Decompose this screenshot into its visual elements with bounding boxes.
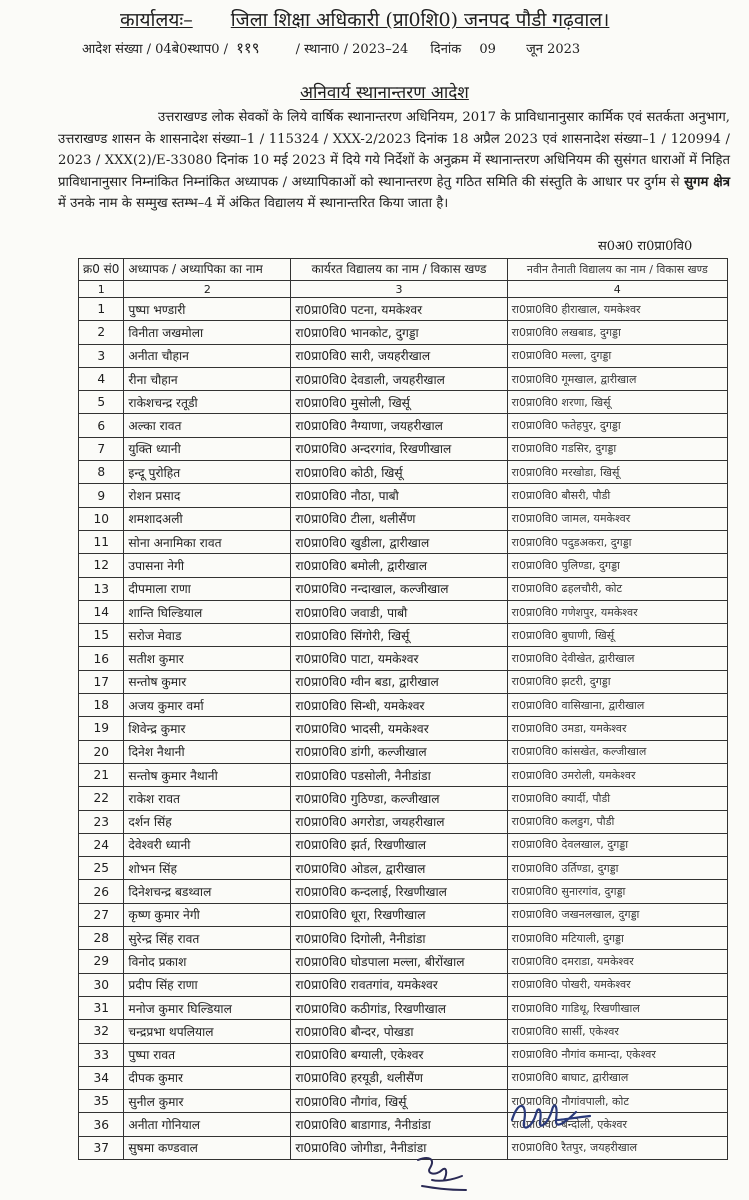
column-number-row — [79, 281, 728, 298]
row-current-school: रा0प्रा0वि0 दिगोली, नैनीडांडा — [291, 927, 507, 950]
row-current-school: रा0प्रा0वि0 अगरोडा, जयहरीखाल — [291, 810, 507, 833]
table-row — [79, 763, 728, 786]
paragraph-tail: में उनके नाम के सम्मुख स्तम्भ–4 में अंकित विद्यालय में स्थानान्तरित किया जाता है। — [58, 196, 449, 211]
row-serial: 3 — [79, 344, 124, 367]
transfer-table — [78, 258, 728, 1160]
row-serial: 22 — [79, 787, 124, 810]
row-new-school: रा0प्रा0वि0 शरणा, खिर्सू — [507, 391, 727, 414]
row-current-school: रा0प्रा0वि0 ग्वीन बडा, द्वारीखाल — [291, 670, 507, 693]
row-new-school: रा0प्रा0वि0 पोखरी, यमकेश्वर — [507, 973, 727, 996]
row-teacher-name: उपासना नेगी — [124, 554, 291, 577]
row-serial: 33 — [79, 1043, 124, 1066]
row-current-school: रा0प्रा0वि0 झर्त, रिखणीखाल — [291, 833, 507, 856]
row-serial: 23 — [79, 810, 124, 833]
row-serial: 19 — [79, 717, 124, 740]
row-new-school: रा0प्रा0वि0 वासिखाना, द्वारीखाल — [507, 694, 727, 717]
row-serial: 8 — [79, 461, 124, 484]
row-serial: 12 — [79, 554, 124, 577]
table-row — [79, 321, 728, 344]
table-row — [79, 414, 728, 437]
table-row — [79, 903, 728, 926]
row-current-school: रा0प्रा0वि0 टीला, थलीसैंण — [291, 507, 507, 530]
table-row — [79, 787, 728, 810]
row-new-school: रा0प्रा0वि0 मटियाली, दुगड्डा — [507, 927, 727, 950]
table-row — [79, 880, 728, 903]
table-header-row — [79, 259, 728, 281]
row-new-school: रा0प्रा0वि0 बौसरी, पौडी — [507, 484, 727, 507]
row-new-school: रा0प्रा0वि0 जामल, यमकेश्वर — [507, 507, 727, 530]
row-new-school: रा0प्रा0वि0 नौगांवपाली, कोट — [507, 1090, 727, 1113]
row-current-school: रा0प्रा0वि0 अन्दरगांव, रिखणीखाल — [291, 437, 507, 460]
table-row — [79, 1020, 728, 1043]
row-teacher-name: रीना चौहान — [124, 367, 291, 390]
row-current-school: रा0प्रा0वि0 सिन्धी, यमकेश्वर — [291, 694, 507, 717]
row-teacher-name: राकेशचन्द्र रतूडी — [124, 391, 291, 414]
row-teacher-name: दीपमाला राणा — [124, 577, 291, 600]
row-teacher-name: दीपक कुमार — [124, 1066, 291, 1089]
row-serial: 29 — [79, 950, 124, 973]
row-teacher-name: युक्ति ध्यानी — [124, 437, 291, 460]
row-new-school: रा0प्रा0वि0 ढहलचौरी, कोट — [507, 577, 727, 600]
row-new-school: रा0प्रा0वि0 देवीखेत, द्वारीखाल — [507, 647, 727, 670]
row-current-school: रा0प्रा0वि0 धूरा, रिखणीखाल — [291, 903, 507, 926]
row-teacher-name: विनीता जखमोला — [124, 321, 291, 344]
table-row — [79, 857, 728, 880]
row-serial: 32 — [79, 1020, 124, 1043]
row-current-school: रा0प्रा0वि0 मुसोली, खिर्सू — [291, 391, 507, 414]
table-row — [79, 484, 728, 507]
table-row — [79, 950, 728, 973]
order-reference-line — [82, 38, 580, 58]
row-serial: 14 — [79, 600, 124, 623]
table-row — [79, 1090, 728, 1113]
table-row — [79, 1043, 728, 1066]
cadre-tag: स0अ0 रा0प्रा0वि0 — [598, 239, 693, 254]
table-row — [79, 437, 728, 460]
row-serial: 15 — [79, 624, 124, 647]
column-number: 4 — [507, 281, 727, 298]
row-teacher-name: मनोज कुमार घिल्डियाल — [124, 996, 291, 1019]
row-teacher-name: राकेश रावत — [124, 787, 291, 810]
row-current-school: रा0प्रा0वि0 कोठी, खिर्सू — [291, 461, 507, 484]
row-new-school: रा0प्रा0वि0 पुलिण्डा, दुगड्डा — [507, 554, 727, 577]
table-row — [79, 694, 728, 717]
row-current-school: रा0प्रा0वि0 कन्दलाई, रिखणीखाल — [291, 880, 507, 903]
row-serial: 6 — [79, 414, 124, 437]
row-teacher-name: शमशादअली — [124, 507, 291, 530]
table-row — [79, 344, 728, 367]
row-serial: 21 — [79, 763, 124, 786]
row-new-school: रा0प्रा0वि0 जखनलखाल, दुगड्डा — [507, 903, 727, 926]
header-teacher-name: अध्यापक / अध्यापिका का नाम — [124, 259, 291, 281]
table-row — [79, 600, 728, 623]
row-serial: 36 — [79, 1113, 124, 1136]
table-row — [79, 647, 728, 670]
table-row — [79, 1136, 728, 1159]
row-teacher-name: रोशन प्रसाद — [124, 484, 291, 507]
row-serial: 30 — [79, 973, 124, 996]
row-new-school: रा0प्रा0वि0 झटरी, दुगड्डा — [507, 670, 727, 693]
row-new-school: रा0प्रा0वि0 बाघाट, द्वारीखाल — [507, 1066, 727, 1089]
document-title: अनिवार्य स्थानान्तरण आदेश — [300, 83, 469, 103]
order-number-prefix: आदेश संख्या / 04बे0स्थाप0 / — [82, 42, 228, 57]
row-new-school: रा0प्रा0वि0 कलडुग, पौडी — [507, 810, 727, 833]
row-current-school: रा0प्रा0वि0 सिंगोरी, खिर्सू — [291, 624, 507, 647]
order-number: ११९ — [236, 39, 260, 57]
table-row — [79, 298, 728, 321]
row-new-school: रा0प्रा0वि0 मल्ला, दुगड्डा — [507, 344, 727, 367]
row-current-school: रा0प्रा0वि0 सारी, जयहरीखाल — [291, 344, 507, 367]
table-row — [79, 554, 728, 577]
header-new-school: नवीन तैनाती विद्यालय का नाम / विकास खण्ड — [507, 259, 727, 281]
row-new-school: रा0प्रा0वि0 पदुडअकरा, दुगड्डा — [507, 530, 727, 553]
row-new-school: रा0प्रा0वि0 कांसखेत, कल्जीखाल — [507, 740, 727, 763]
row-teacher-name: सुषमा कण्डवाल — [124, 1136, 291, 1159]
row-serial: 25 — [79, 857, 124, 880]
row-new-school: रा0प्रा0वि0 मरखोडा, खिर्सू — [507, 461, 727, 484]
row-current-school: रा0प्रा0वि0 पडसोली, नैनीडांडा — [291, 763, 507, 786]
date-month-year: जून 2023 — [526, 42, 581, 57]
row-new-school: रा0प्रा0वि0 दमराडा, यमकेश्वर — [507, 950, 727, 973]
row-serial: 7 — [79, 437, 124, 460]
row-teacher-name: चन्द्रप्रभा थपलियाल — [124, 1020, 291, 1043]
row-current-school: रा0प्रा0वि0 बमोली, द्वारीखाल — [291, 554, 507, 577]
column-number: 2 — [124, 281, 291, 298]
row-current-school: रा0प्रा0वि0 देवडाली, जयहरीखाल — [291, 367, 507, 390]
row-current-school: रा0प्रा0वि0 बाडागाड, नैनीडांडा — [291, 1113, 507, 1136]
row-new-school: रा0प्रा0वि0 उमरोली, यमकेश्वर — [507, 763, 727, 786]
row-serial: 13 — [79, 577, 124, 600]
row-new-school: रा0प्रा0वि0 गडसिर, दुगड्डा — [507, 437, 727, 460]
row-serial: 34 — [79, 1066, 124, 1089]
row-serial: 1 — [79, 298, 124, 321]
header-current-school: कार्यरत विद्यालय का नाम / विकास खण्ड — [291, 259, 507, 281]
row-current-school: रा0प्रा0वि0 पाटा, यमकेश्वर — [291, 647, 507, 670]
row-teacher-name: प्रदीप सिंह राणा — [124, 973, 291, 996]
table-row — [79, 740, 728, 763]
row-teacher-name: सरोज मेवाड — [124, 624, 291, 647]
row-current-school: रा0प्रा0वि0 जोगीडा, नैनीडांडा — [291, 1136, 507, 1159]
order-paragraph — [58, 107, 730, 215]
date-label: दिनांक — [430, 42, 462, 57]
row-new-school: रा0प्रा0वि0 रैतपुर, जयहरीखाल — [507, 1136, 727, 1159]
row-serial: 35 — [79, 1090, 124, 1113]
table-row — [79, 530, 728, 553]
row-teacher-name: अनीता गोनियाल — [124, 1113, 291, 1136]
row-teacher-name: अल्का रावत — [124, 414, 291, 437]
row-current-school: रा0प्रा0वि0 बग्याली, एकेश्वर — [291, 1043, 507, 1066]
signature-image — [506, 1090, 596, 1140]
column-number: 1 — [79, 281, 124, 298]
table-row — [79, 973, 728, 996]
row-teacher-name: दर्शन सिंह — [124, 810, 291, 833]
paragraph-main: उत्तराखण्ड लोक सेवकों के लिये वार्षिक स्थानान्तरण अधिनियम, 2017 के प्राविधानानुसार कार्मिक एवं सतर्कता अनुभाग, उत्तराखण्ड शासन के शासनादेश संख्या–1 / 115324 / XXX-2/2023 दिनांक 18 अप्रैल 2023 एवं शासनादेश संख्या–1 / 120994 / 2023 / XXX(2)/E-33080 दिनांक 10 मई 2023 में दिये गये निर्देशों के अनुक्रम में स्थानान्तरण अधिनियम की सुसंगत धाराओं में निहित प्राविधानानुसार निम्नांकित निम्नांकित अध्यापक / अध्यापिकाओं को स्थानान्तरण हेतु गठित समिति की संस्तुति के आधार पर दुर्गम से — [58, 110, 730, 190]
office-name: जिला शिक्षा अधिकारी (प्रा0शि0) जनपद पौडी गढ़वाल। — [230, 9, 610, 31]
table-row — [79, 833, 728, 856]
row-current-school: रा0प्रा0वि0 हरयूडी, थलीसैंण — [291, 1066, 507, 1089]
table-row — [79, 367, 728, 390]
table-row — [79, 1066, 728, 1089]
row-current-school: रा0प्रा0वि0 ओडल, द्वारीखाल — [291, 857, 507, 880]
row-teacher-name: सोना अनामिका रावत — [124, 530, 291, 553]
table-row — [79, 927, 728, 950]
row-current-school: रा0प्रा0वि0 रावतगांव, यमकेश्वर — [291, 973, 507, 996]
row-teacher-name: पुष्पा भण्डारी — [124, 298, 291, 321]
row-current-school: रा0प्रा0वि0 पटना, यमकेश्वर — [291, 298, 507, 321]
row-teacher-name: सन्तोष कुमार — [124, 670, 291, 693]
row-serial: 9 — [79, 484, 124, 507]
row-new-school: रा0प्रा0वि0 बन्दोली, एकेश्वर — [507, 1113, 727, 1136]
table-row — [79, 717, 728, 740]
row-current-school: रा0प्रा0वि0 खुडीला, द्वारीखाल — [291, 530, 507, 553]
column-number: 3 — [291, 281, 507, 298]
row-new-school: रा0प्रा0वि0 देवलखाल, दुगड्डा — [507, 833, 727, 856]
office-header — [120, 6, 609, 32]
row-current-school: रा0प्रा0वि0 नैग्याणा, जयहरीखाल — [291, 414, 507, 437]
table-row — [79, 461, 728, 484]
row-teacher-name: सुरेन्द्र सिंह रावत — [124, 927, 291, 950]
table-row — [79, 391, 728, 414]
row-new-school: रा0प्रा0वि0 उर्तिण्डा, दुगड्डा — [507, 857, 727, 880]
row-current-school: रा0प्रा0वि0 घोडपाला मल्ला, बीरोंखाल — [291, 950, 507, 973]
table-row — [79, 507, 728, 530]
row-new-school: रा0प्रा0वि0 लखबाड, दुगड्डा — [507, 321, 727, 344]
row-new-school: रा0प्रा0वि0 गाडिथू, रिखणीखाल — [507, 996, 727, 1019]
row-new-school: रा0प्रा0वि0 नौगांव कमान्दा, एकेश्वर — [507, 1043, 727, 1066]
row-serial: 37 — [79, 1136, 124, 1159]
order-number-suffix: / स्थाना0 / 2023–24 — [295, 42, 409, 57]
date-day: 09 — [479, 42, 496, 57]
row-serial: 2 — [79, 321, 124, 344]
paragraph-bold: सुगम क्षेत्र — [684, 174, 730, 190]
table-row — [79, 624, 728, 647]
row-new-school: रा0प्रा0वि0 सुनारगांव, दुगड्डा — [507, 880, 727, 903]
row-new-school: रा0प्रा0वि0 गूमखाल, द्वारीखाल — [507, 367, 727, 390]
row-current-school: रा0प्रा0वि0 नौठा, पाबौ — [291, 484, 507, 507]
row-serial: 10 — [79, 507, 124, 530]
initials-image — [412, 1150, 472, 1194]
row-serial: 20 — [79, 740, 124, 763]
table-row — [79, 1113, 728, 1136]
row-new-school: रा0प्रा0वि0 फतेहपुर, दुगड्डा — [507, 414, 727, 437]
row-teacher-name: पुष्पा रावत — [124, 1043, 291, 1066]
office-label: कार्यालयः– — [120, 9, 193, 31]
row-current-school: रा0प्रा0वि0 डांगी, कल्जीखाल — [291, 740, 507, 763]
row-serial: 17 — [79, 670, 124, 693]
row-teacher-name: शिवेन्द्र कुमार — [124, 717, 291, 740]
row-serial: 18 — [79, 694, 124, 717]
row-serial: 16 — [79, 647, 124, 670]
row-serial: 27 — [79, 903, 124, 926]
row-teacher-name: दिनेशचन्द्र बडथ्वाल — [124, 880, 291, 903]
row-teacher-name: शोभन सिंह — [124, 857, 291, 880]
row-new-school: रा0प्रा0वि0 क्यार्दी, पौडी — [507, 787, 727, 810]
row-teacher-name: देवेश्वरी ध्यानी — [124, 833, 291, 856]
row-teacher-name: सतीश कुमार — [124, 647, 291, 670]
row-serial: 11 — [79, 530, 124, 553]
row-current-school: रा0प्रा0वि0 नौगांव, खिर्सू — [291, 1090, 507, 1113]
row-teacher-name: सुनील कुमार — [124, 1090, 291, 1113]
row-new-school: रा0प्रा0वि0 गणेशपुर, यमकेश्वर — [507, 600, 727, 623]
row-teacher-name: विनोद प्रकाश — [124, 950, 291, 973]
row-teacher-name: दिनेश नैथानी — [124, 740, 291, 763]
row-current-school: रा0प्रा0वि0 भानकोट, दुगड्डा — [291, 321, 507, 344]
row-teacher-name: इन्दू पुरोहित — [124, 461, 291, 484]
row-serial: 24 — [79, 833, 124, 856]
row-new-school: रा0प्रा0वि0 उमडा, यमकेश्वर — [507, 717, 727, 740]
row-serial: 4 — [79, 367, 124, 390]
row-serial: 28 — [79, 927, 124, 950]
row-new-school: रा0प्रा0वि0 हीराखाल, यमकेश्वर — [507, 298, 727, 321]
row-serial: 5 — [79, 391, 124, 414]
row-current-school: रा0प्रा0वि0 नन्दाखाल, कल्जीखाल — [291, 577, 507, 600]
row-teacher-name: शान्ति घिल्डियाल — [124, 600, 291, 623]
row-current-school: रा0प्रा0वि0 कठीगांड, रिखणीखाल — [291, 996, 507, 1019]
row-serial: 26 — [79, 880, 124, 903]
row-teacher-name: अनीता चौहान — [124, 344, 291, 367]
row-new-school: रा0प्रा0वि0 बुघाणी, खिर्सू — [507, 624, 727, 647]
row-current-school: रा0प्रा0वि0 भादसी, यमकेश्वर — [291, 717, 507, 740]
row-current-school: रा0प्रा0वि0 जवाडी, पाबौ — [291, 600, 507, 623]
row-teacher-name: कृष्ण कुमार नेगी — [124, 903, 291, 926]
table-row — [79, 577, 728, 600]
row-current-school: रा0प्रा0वि0 गुठिण्डा, कल्जीखाल — [291, 787, 507, 810]
row-teacher-name: सन्तोष कुमार नैथानी — [124, 763, 291, 786]
table-row — [79, 670, 728, 693]
row-new-school: रा0प्रा0वि0 सार्सी, एकेश्वर — [507, 1020, 727, 1043]
table-row — [79, 996, 728, 1019]
header-serial: क्र0 सं0 — [79, 259, 124, 281]
table-row — [79, 810, 728, 833]
row-teacher-name: अजय कुमार वर्मा — [124, 694, 291, 717]
row-serial: 31 — [79, 996, 124, 1019]
row-current-school: रा0प्रा0वि0 बौन्दर, पोखडा — [291, 1020, 507, 1043]
